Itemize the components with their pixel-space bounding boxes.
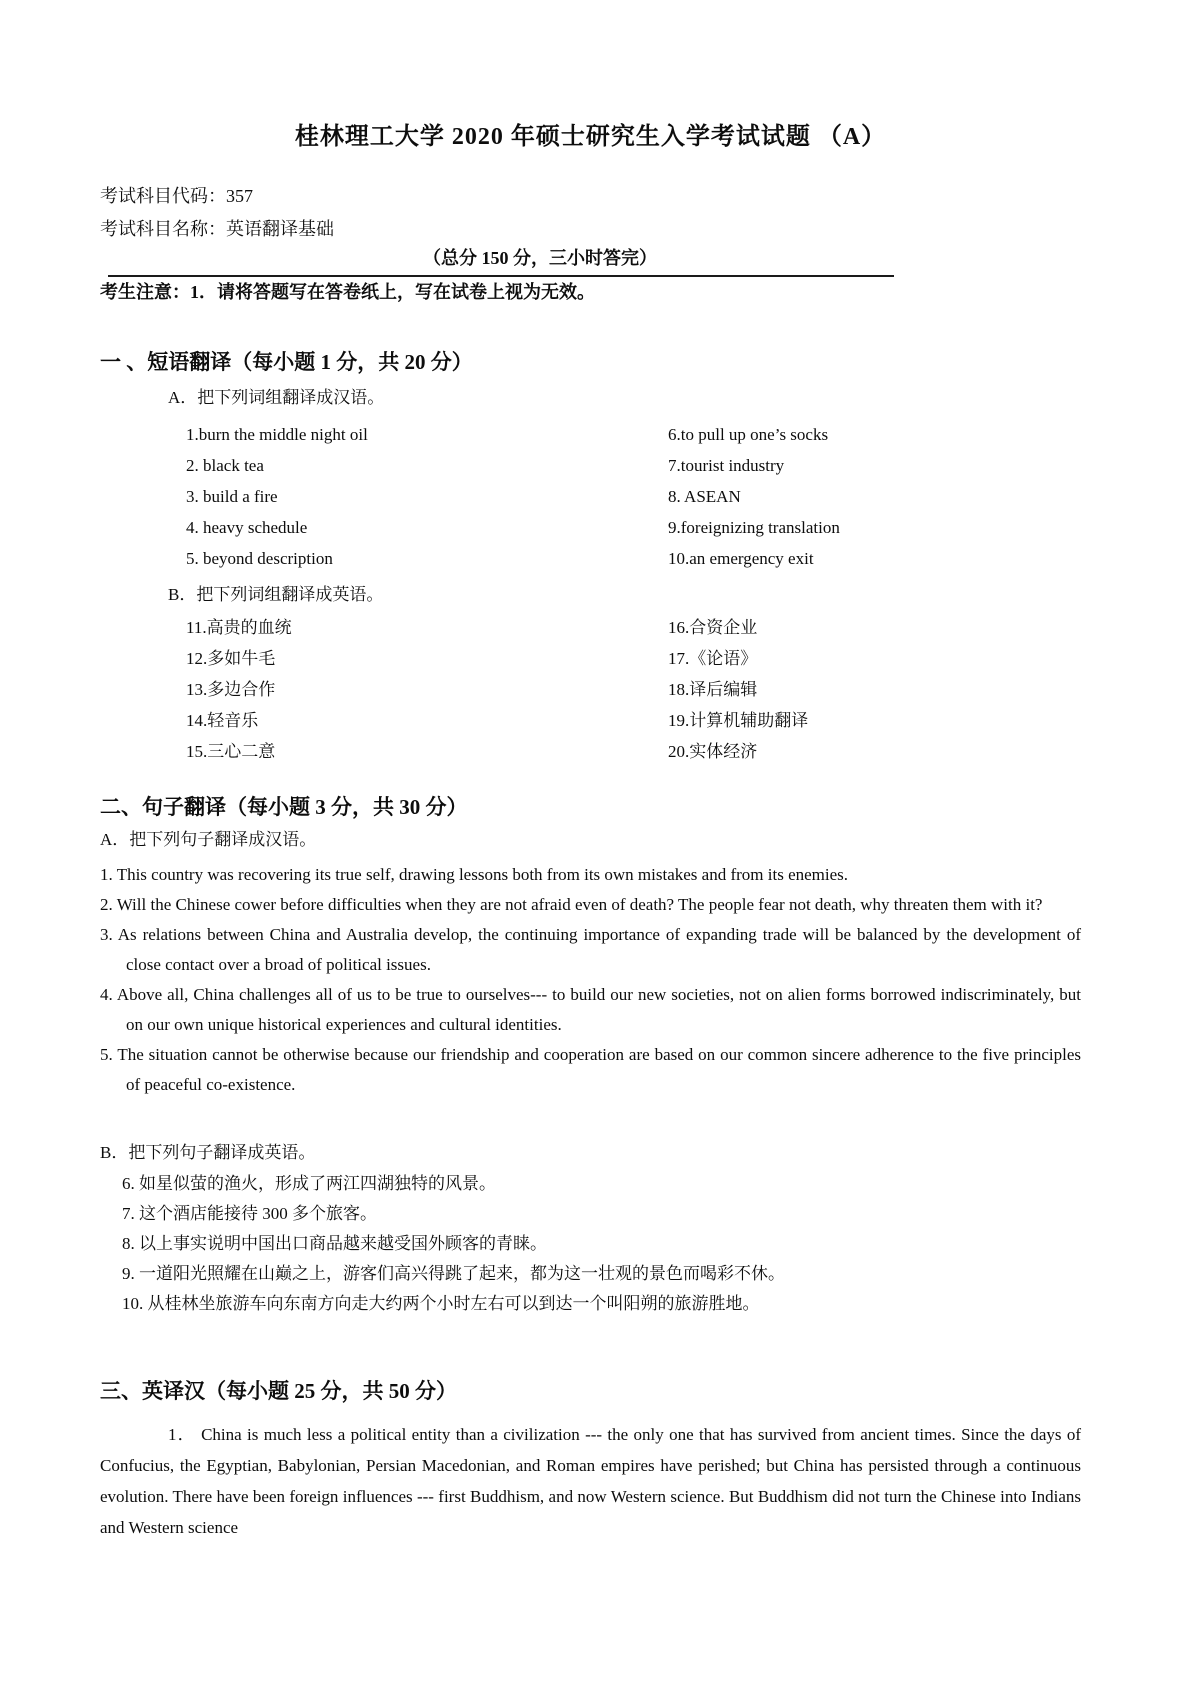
section-en-to-zh-translation	[100, 1376, 1081, 1543]
subject-name-line: 考试科目名称：英语翻译基础	[100, 219, 334, 239]
phrase-item: 18.译后编辑	[668, 680, 758, 699]
section-phrase-translation	[100, 347, 1081, 767]
section1-part-b-label: B．把下列词组翻译成英语。	[168, 585, 384, 604]
sentence-item: 1. This country was recovering its true self, drawing lessons both from its own mistakes and from its enemies.	[100, 865, 849, 884]
phrase-item: 8. ASEAN	[668, 487, 741, 506]
page-title: 桂林理工大学 2020 年硕士研究生入学考试试题 （A）	[294, 124, 887, 150]
section2-part-b-label: B．把下列句子翻译成英语。	[100, 1143, 316, 1162]
candidate-notice: 考生注意：1．请将答题写在答卷纸上，写在试卷上视为无效。	[100, 282, 595, 302]
phrase-pair-row	[100, 543, 1081, 574]
phrase-item: 15.三心二意	[186, 742, 276, 761]
phrase-pair-row	[100, 512, 1081, 543]
section3-heading: 三、英译汉（每小题 25 分，共 50 分）	[100, 1379, 457, 1403]
phrase-item: 16.合资企业	[668, 618, 758, 637]
phrase-pair-row	[100, 643, 1081, 674]
phrase-item: 19.计算机辅助翻译	[668, 711, 809, 730]
section1-part-a-list	[100, 419, 1081, 574]
phrase-item: 11.高贵的血统	[186, 618, 292, 637]
total-score-line: （总分 150 分，三小时答完）	[108, 246, 894, 277]
section2-part-b-list	[100, 1169, 1081, 1319]
exam-header	[100, 120, 1081, 305]
section1-part-a-label: A．把下列词组翻译成汉语。	[168, 388, 385, 407]
phrase-item: 10.an emergency exit	[668, 549, 814, 568]
section2-part-a-list	[100, 860, 1081, 1100]
subject-code-line: 考试科目代码：357	[100, 186, 253, 206]
section1-part-b-list	[100, 612, 1081, 767]
phrase-pair-row	[100, 450, 1081, 481]
phrase-item: 5. beyond description	[186, 549, 333, 568]
phrase-pair-row	[100, 736, 1081, 767]
sentence-item: 9. 一道阳光照耀在山巅之上，游客们高兴得跳了起来，都为这一壮观的景色而喝彩不休。	[122, 1264, 785, 1283]
phrase-pair-row	[100, 419, 1081, 450]
sentence-item: 3. As relations between China and Australia develop, the continuing importance of expanding trade will be balanced by the development of close contact over a broad of political issues.	[100, 925, 1081, 974]
phrase-pair-row	[100, 674, 1081, 705]
sentence-item: 10. 从桂林坐旅游车向东南方向走大约两个小时左右可以到达一个叫阳朔的旅游胜地。	[122, 1294, 760, 1313]
section2-heading: 二、句子翻译（每小题 3 分，共 30 分）	[100, 795, 468, 819]
sentence-item: 6. 如星似萤的渔火，形成了两江四湖独特的风景。	[122, 1174, 496, 1193]
sentence-item: 2. Will the Chinese cower before difficulties when they are not afraid even of death? The people fear not death, why threaten them with it?	[100, 895, 1043, 914]
sentence-item: 5. The situation cannot be otherwise because our friendship and cooperation are based on our common sincere adherence to the five principles of peaceful co-existence.	[100, 1045, 1081, 1094]
phrase-pair-row	[100, 705, 1081, 736]
phrase-pair-row	[100, 612, 1081, 643]
phrase-pair-row	[100, 481, 1081, 512]
sentence-item: 4. Above all, China challenges all of us to be true to ourselves--- to build our new societies, not on alien forms borrowed indiscriminately, but on our own unique historical experiences and cultural identities.	[100, 985, 1081, 1034]
phrase-item: 4. heavy schedule	[186, 518, 308, 537]
exam-meta	[100, 180, 1081, 246]
phrase-item: 7.tourist industry	[668, 456, 785, 475]
phrase-item: 12.多如牛毛	[186, 649, 276, 668]
sentence-item: 8. 以上事实说明中国出口商品越来越受国外顾客的青睐。	[122, 1234, 547, 1253]
section2-part-a-label: A．把下列句子翻译成汉语。	[100, 830, 317, 849]
phrase-item: 17.《论语》	[668, 649, 758, 668]
phrase-item: 2. black tea	[186, 456, 264, 475]
section-sentence-translation	[100, 792, 1081, 1319]
phrase-item: 13.多边合作	[186, 680, 276, 699]
sentence-item: 7. 这个酒店能接待 300 多个旅客。	[122, 1204, 377, 1223]
phrase-item: 3. build a fire	[186, 487, 278, 506]
phrase-item: 14.轻音乐	[186, 711, 259, 730]
section1-heading: 一 、短语翻译（每小题 1 分，共 20 分）	[100, 350, 473, 374]
phrase-item: 9.foreignizing translation	[668, 518, 840, 537]
translation-passage: 1． China is much less a political entity than a civilization --- the only one that has survived from ancient times. Since the days of Confucius, the Egyptian, Babylonian, Persian Macedonian, and Roman empires have perished; but China has persisted through a continuous evolution. There have been foreign influences --- first Buddhism, and now Western science. But Buddhism did not turn the Chinese into Indians and Western science	[100, 1425, 1081, 1537]
phrase-item: 1.burn the middle night oil	[186, 425, 368, 444]
phrase-item: 6.to pull up one’s socks	[668, 425, 829, 444]
phrase-item: 20.实体经济	[668, 742, 758, 761]
